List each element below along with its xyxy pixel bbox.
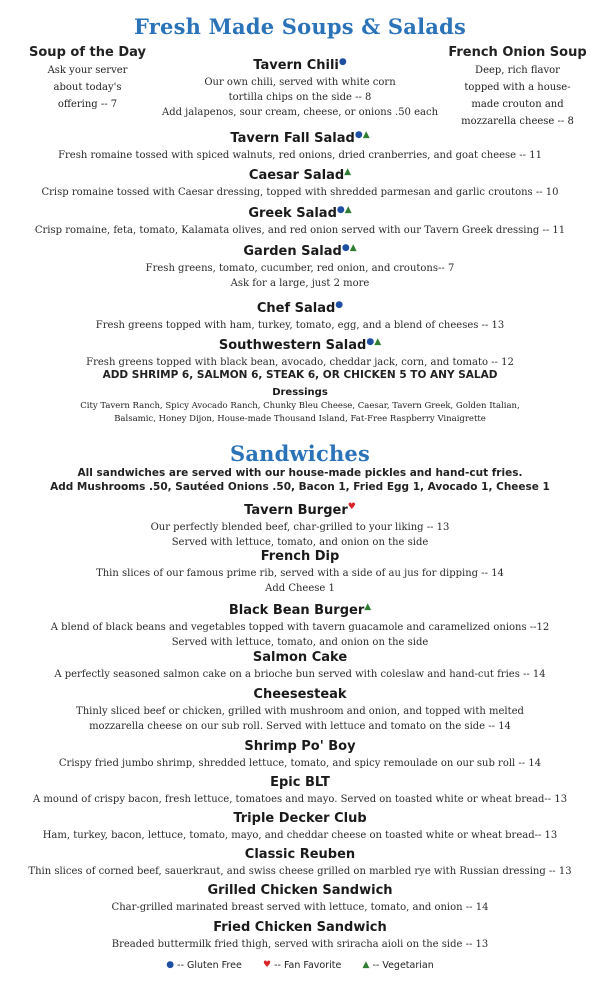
item-desc: Served with lettuce, tomato, and onion on the side — [171, 637, 429, 648]
vegetarian-icon: ▲ — [349, 243, 357, 253]
vegetarian-icon: ▲ — [344, 167, 352, 177]
item-name: Cheesesteak — [253, 687, 347, 702]
dressings-line: City Tavern Ranch, Spicy Avocado Ranch, Chunky Bleu Cheese, Caesar, Tavern Greek, Golden Italian, — [80, 401, 520, 411]
french-onion-line: mozzarella cheese -- 8 — [461, 116, 574, 127]
item-desc: Crisp romaine, feta, tomato, Kalamata olives, and red onion served with our Tavern Greek dressing -- 11 — [34, 225, 566, 236]
item-name: Classic Reuben — [244, 847, 356, 862]
gluten-free-icon: ● — [335, 300, 344, 310]
soups-salads-heading: Fresh Made Soups & Salads — [134, 14, 466, 39]
menu-item — [0, 598, 600, 649]
salad-addon: ADD SHRIMP 6, SALMON 6, STEAK 6, OR CHICKEN 5 TO ANY SALAD — [102, 369, 498, 381]
menu-item — [0, 738, 600, 774]
menu-item — [0, 296, 600, 333]
menu-item — [0, 163, 600, 201]
french-onion-line: Deep, rich flavor — [475, 65, 560, 76]
item-desc: Thin slices of our famous prime rib, served with a side of au jus for dipping -- 14 — [96, 568, 504, 579]
soup-of-day-line: Ask your server — [47, 65, 128, 76]
menu-item — [0, 239, 600, 296]
menu-item — [0, 846, 600, 882]
chili-name: Tavern Chili — [253, 58, 339, 73]
gluten-free-icon: ● — [341, 243, 350, 253]
item-name: Chef Salad — [256, 301, 336, 316]
item-name: Epic BLT — [270, 775, 330, 790]
item-name: Fried Chicken Sandwich — [213, 920, 387, 935]
vegetarian-icon: ▲ — [374, 337, 382, 347]
french-onion-soup — [445, 44, 590, 130]
menu-item — [0, 498, 600, 548]
vegetarian-icon: ▲ — [362, 130, 370, 140]
sandwiches-intro-line: All sandwiches are served with our house-made pickles and hand-cut fries. — [77, 467, 523, 479]
item-desc: Add Cheese 1 — [265, 583, 335, 594]
dressings-title: Dressings — [272, 387, 328, 398]
french-onion-line: made crouton and — [471, 99, 564, 110]
menu-item — [0, 548, 600, 598]
dressings-line: Balsamic, Honey Dijon, House-made Thousand Island, Fat-Free Raspberry Vinaigrette — [114, 414, 486, 424]
item-desc: Ham, turkey, bacon, lettuce, tomato, mayo, and cheddar cheese on toasted white or wheat bread-- 13 — [42, 830, 558, 841]
item-name: Salmon Cake — [252, 650, 348, 665]
item-name: Tavern Burger — [244, 503, 348, 518]
item-name: Shrimp Po' Boy — [244, 739, 356, 754]
item-name: Garden Salad — [243, 244, 342, 259]
french-onion-line: topped with a house- — [464, 82, 571, 93]
menu-item — [0, 810, 600, 846]
gluten-free-icon: ● — [336, 205, 345, 215]
item-desc: A mound of crispy bacon, fresh lettuce, tomatoes and mayo. Served on toasted white or wheat bread-- 13 — [32, 794, 568, 805]
menu-item — [0, 126, 600, 163]
item-desc: Fresh greens topped with ham, turkey, tomato, egg, and a blend of cheeses -- 13 — [95, 320, 505, 331]
item-name: Caesar Salad — [248, 168, 345, 183]
item-name: Black Bean Burger — [228, 603, 365, 618]
item-name: Triple Decker Club — [233, 811, 367, 826]
item-desc: Breaded buttermilk fried thigh, served with sriracha aioli on the side -- 13 — [111, 939, 489, 950]
menu-item — [0, 201, 600, 239]
vegetarian-icon: ▲ — [344, 205, 352, 215]
legend-vegetarian: -- Vegetarian — [372, 960, 434, 971]
vegetarian-icon: ▲ — [362, 960, 370, 970]
menu-item — [0, 882, 600, 919]
item-desc: Crispy fried jumbo shrimp, shredded lettuce, tomato, and spicy remoulade on our sub roll -- 14 — [58, 758, 542, 769]
french-onion-name: French Onion Soup — [448, 45, 587, 60]
soup-of-the-day — [20, 44, 155, 113]
item-desc: Fresh greens, tomato, cucumber, red onion, and croutons-- 7 — [145, 263, 455, 274]
fan-favorite-icon: ♥ — [262, 960, 272, 970]
fan-favorite-icon: ♥ — [347, 502, 356, 512]
item-desc: Served with lettuce, tomato, and onion on the side — [171, 537, 429, 548]
item-name: Tavern Fall Salad — [230, 131, 355, 146]
menu-item — [0, 686, 600, 738]
item-desc: Our perfectly blended beef, char-grilled to your liking -- 13 — [150, 522, 450, 533]
item-desc: Fresh romaine tossed with spiced walnuts, red onions, dried cranberries, and goat cheese -- 11 — [58, 150, 542, 161]
item-desc: Thinly sliced beef or chicken, grilled with mushroom and onion, and topped with melted — [76, 706, 524, 717]
item-name: Southwestern Salad — [218, 338, 367, 353]
gluten-free-icon: ● — [338, 57, 347, 67]
item-desc: Crisp romaine tossed with Caesar dressing, topped with shredded parmesan and garlic croutons -- 10 — [41, 187, 559, 198]
legend-gluten-free: -- Gluten Free — [177, 960, 242, 971]
gluten-free-icon: ● — [366, 337, 375, 347]
item-name: Greek Salad — [248, 206, 337, 221]
legend — [0, 960, 600, 971]
soup-of-day-line: about today's — [53, 82, 122, 93]
item-name: Grilled Chicken Sandwich — [207, 883, 393, 898]
sandwiches-intro — [0, 466, 600, 494]
item-desc: Char-grilled marinated breast served with lettuce, tomato, and onion -- 14 — [111, 902, 489, 913]
item-name: French Dip — [260, 549, 340, 564]
item-desc: mozzarella cheese on our sub roll. Served with lettuce and tomato on the side -- 14 — [89, 721, 511, 732]
item-desc: Ask for a large, just 2 more — [230, 278, 370, 289]
menu-item — [0, 774, 600, 810]
chili-line: Our own chili, served with white corn — [204, 77, 396, 88]
chili-line: Add jalapenos, sour cream, cheese, or onions .50 each — [161, 107, 439, 118]
item-desc: Fresh greens topped with black bean, avocado, cheddar jack, corn, and tomato -- 12 — [86, 357, 514, 368]
legend-fan-favorite: -- Fan Favorite — [274, 960, 342, 971]
menu-item — [0, 919, 600, 955]
gluten-free-icon: ● — [166, 960, 175, 970]
tavern-chili — [155, 53, 445, 120]
sandwiches-section — [0, 498, 600, 955]
salads-section — [0, 126, 600, 426]
chili-line: tortilla chips on the side -- 8 — [228, 92, 372, 103]
item-desc: A blend of black beans and vegetables topped with tavern guacamole and caramelized onions --12 — [50, 622, 550, 633]
vegetarian-icon: ▲ — [364, 602, 372, 612]
menu-item — [0, 333, 600, 367]
sandwiches-heading: Sandwiches — [229, 441, 371, 466]
item-desc: Thin slices of corned beef, sauerkraut, and swiss cheese grilled on marbled rye with Russian dressing -- 13 — [28, 866, 572, 877]
item-desc: A perfectly seasoned salmon cake on a brioche bun served with coleslaw and hand-cut fries -- 14 — [54, 669, 546, 680]
gluten-free-icon: ● — [354, 130, 363, 140]
soup-of-day-name: Soup of the Day — [29, 45, 146, 60]
menu-item — [0, 649, 600, 686]
soup-of-day-line: offering -- 7 — [57, 99, 118, 110]
sandwiches-intro-line: Add Mushrooms .50, Sautéed Onions .50, Bacon 1, Fried Egg 1, Avocado 1, Cheese 1 — [50, 481, 550, 493]
